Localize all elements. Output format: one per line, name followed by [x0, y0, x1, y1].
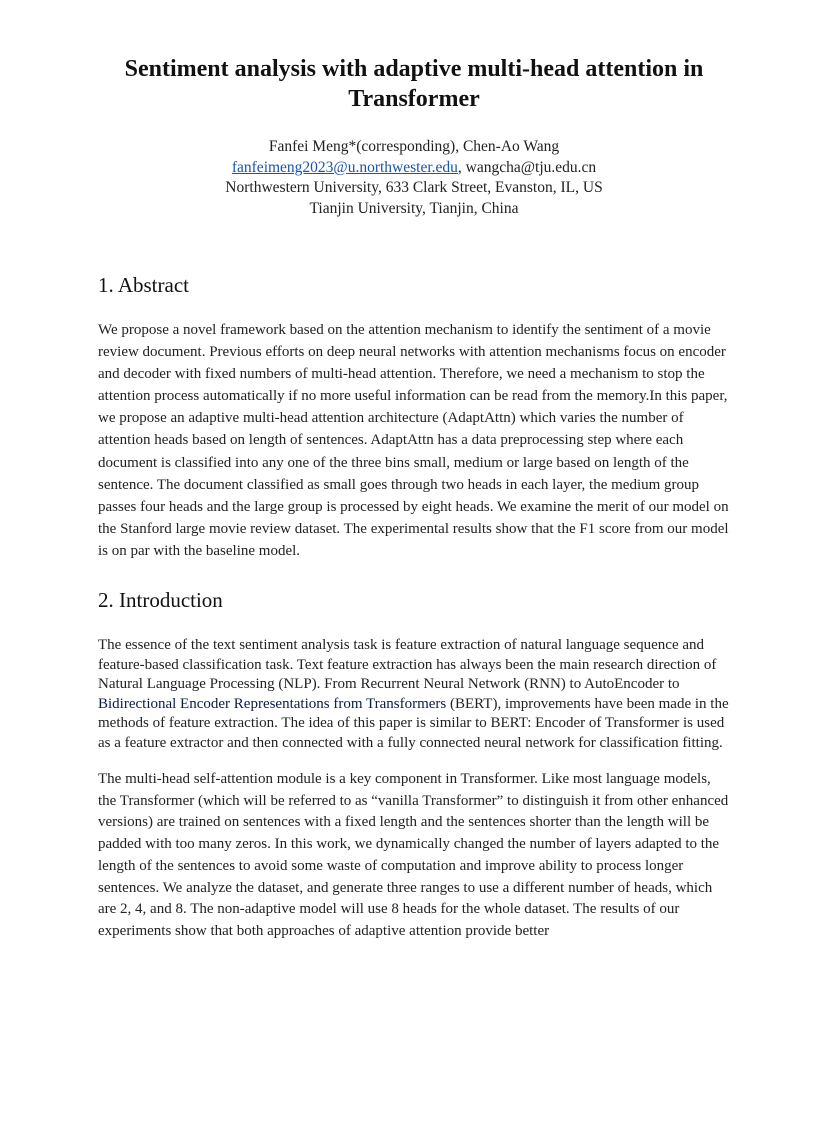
author-emails	[98, 158, 730, 179]
intro-p1-text-end: (BERT), improvements have been made in the methods of feature extraction. The idea of this paper is similar to BERT: Encoder of Transformer is used as a feature extractor and then connected with a fully connected neural network for classification fitting.	[98, 695, 729, 751]
introduction-heading: 2. Introduction	[98, 588, 223, 613]
email-secondary: wangcha@tju.edu.cn	[465, 158, 597, 176]
abstract-heading: 1. Abstract	[98, 273, 189, 297]
introduction-paragraph-1	[98, 636, 730, 753]
affiliation-northwestern: Northwestern University, 633 Clark Street, Evanston, IL, US	[225, 179, 603, 196]
author-block	[98, 137, 730, 219]
intro-p1-bert-term: Bidirectional Encoder Representations from Transformers	[98, 695, 447, 712]
intro-p1-text-start: The essence of the text sentiment analysis task is feature extraction of natural language sequence and feature-based classification task. Text feature extraction has always been the main research direction of Natural Language Processing (NLP). From Recurrent Neural Network (RNN) to AutoEncoder to	[98, 637, 717, 693]
email-separator: ,	[457, 158, 466, 176]
abstract-paragraph: We propose a novel framework based on the attention mechanism to identify the sentiment of a movie review document. Previous efforts on deep neural networks with attention mechanisms focus on encoder and decoder with fixed numbers of multi-head attention. Therefore, we need a mechanism to stop the attention process automatically if no more useful information can be read from the memory.In this paper, we propose an adaptive multi-head attention architecture (AdaptAttn) which varies the number of attention heads based on length of sentences. AdaptAttn has a data preprocessing step where each document is classified into any one of the three bins small, medium or large based on length of the sentence. The document classified as small goes through two heads in each layer, the medium group passes four heads and the large group is processed by eight heads. We examine the merit of our model on the Stanford large movie review dataset. The experimental results show that the F1 score from our model is on par with the baseline model.	[98, 322, 729, 559]
introduction-paragraph-2: The multi-head self-attention module is a key component in Transformer. Like most language models, the Transformer (which will be referred to as “vanilla Transformer” to distinguish it from other enhanced versions) are trained on sentences with a fixed length and the sentences shorter than the length will be padded with too many zeros. In this work, we dynamically changed the number of layers adapted to the length of the sentences to avoid some waste of computation and improve ability to process longer sentences. We analyze the dataset, and generate three ranges to use a different number of heads, which are 2, 4, and 8. The non-adaptive model will use 8 heads for the whole dataset. The results of our experiments show that both approaches of adaptive attention provide better	[98, 771, 729, 939]
affiliation-tianjin: Tianjin University, Tianjin, China	[309, 199, 519, 217]
paper-title: Sentiment analysis with adaptive multi-head attention in Transformer	[124, 56, 704, 112]
author-names: Fanfei Meng*(corresponding), Chen-Ao Wang	[268, 138, 560, 155]
paper-page	[0, 54, 828, 1126]
email-link-primary[interactable]: fanfeimeng2023@u.northwester.edu	[231, 158, 458, 176]
